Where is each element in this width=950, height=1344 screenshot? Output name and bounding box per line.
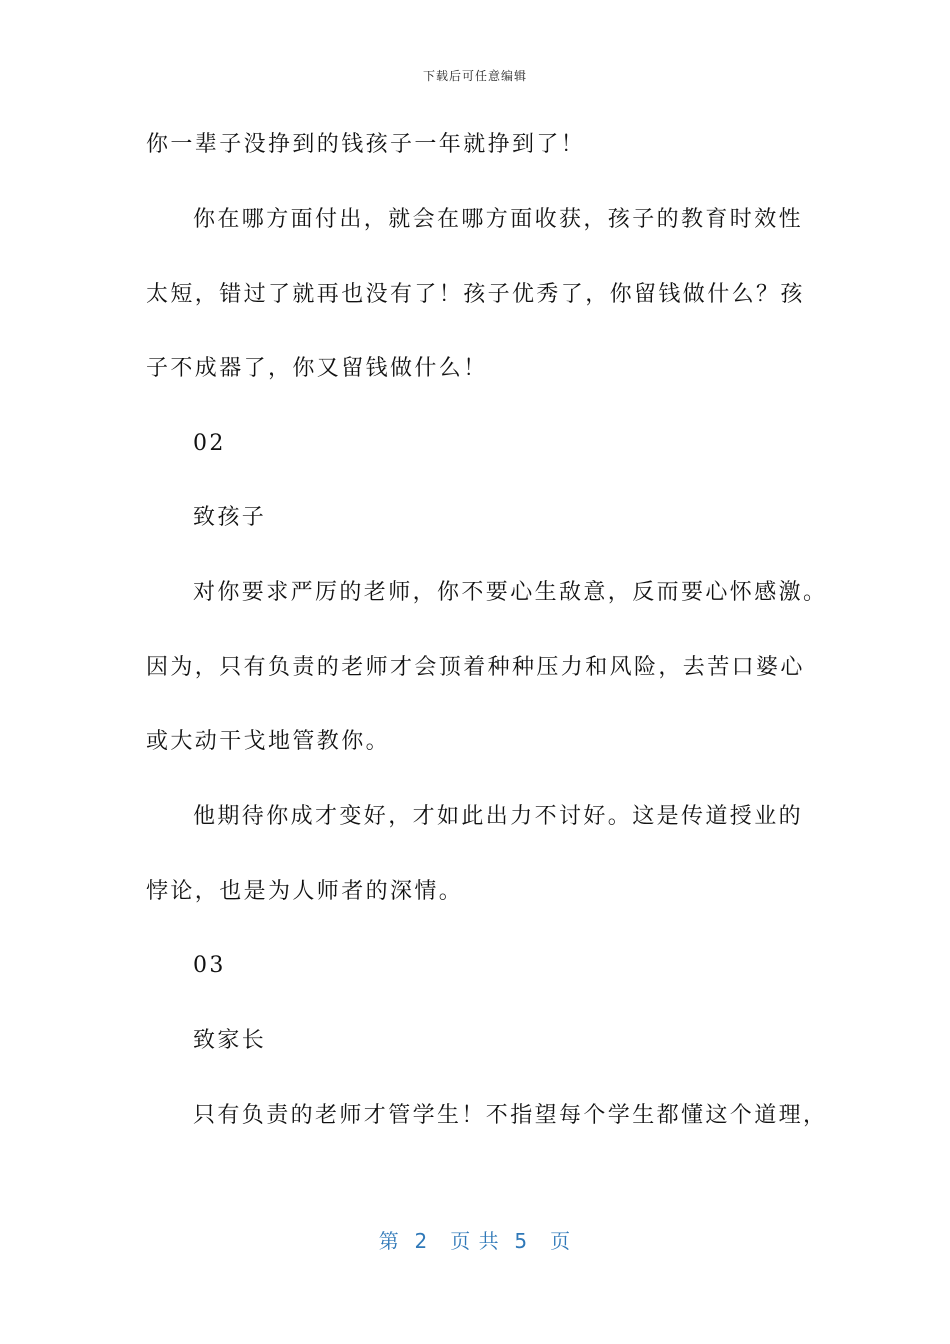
section-number: 03 (193, 953, 226, 978)
section-heading: 致家长 (193, 1028, 267, 1053)
body-line: 对你要求严厉的老师，你不要心生敌意，反而要心怀感激。 (193, 580, 828, 605)
body-line: 因为，只有负责的老师才会顶着种种压力和风险，去苦口婆心 (146, 655, 805, 680)
body-line: 子不成器了，你又留钱做什么！ (146, 356, 488, 381)
page-number: 第 2 页 共 5 页 (378, 1229, 572, 1253)
section-heading: 致孩子 (193, 505, 267, 530)
body-line: 或大动干戈地管教你。 (146, 729, 391, 754)
body-line: 悖论，也是为人师者的深情。 (146, 879, 464, 904)
body-line: 你一辈子没挣到的钱孩子一年就挣到了！ (146, 132, 586, 157)
header-note: 下载后可任意编辑 (422, 69, 527, 83)
body-line: 太短，错过了就再也没有了！孩子优秀了，你留钱做什么？孩 (146, 282, 805, 307)
body-line: 他期待你成才变好，才如此出力不讨好。这是传道授业的 (193, 804, 804, 829)
body-line: 你在哪方面付出，就会在哪方面收获，孩子的教育时效性 (193, 207, 804, 232)
section-number: 02 (193, 431, 226, 456)
body-line: 只有负责的老师才管学生！不指望每个学生都懂这个道理， (193, 1103, 828, 1128)
